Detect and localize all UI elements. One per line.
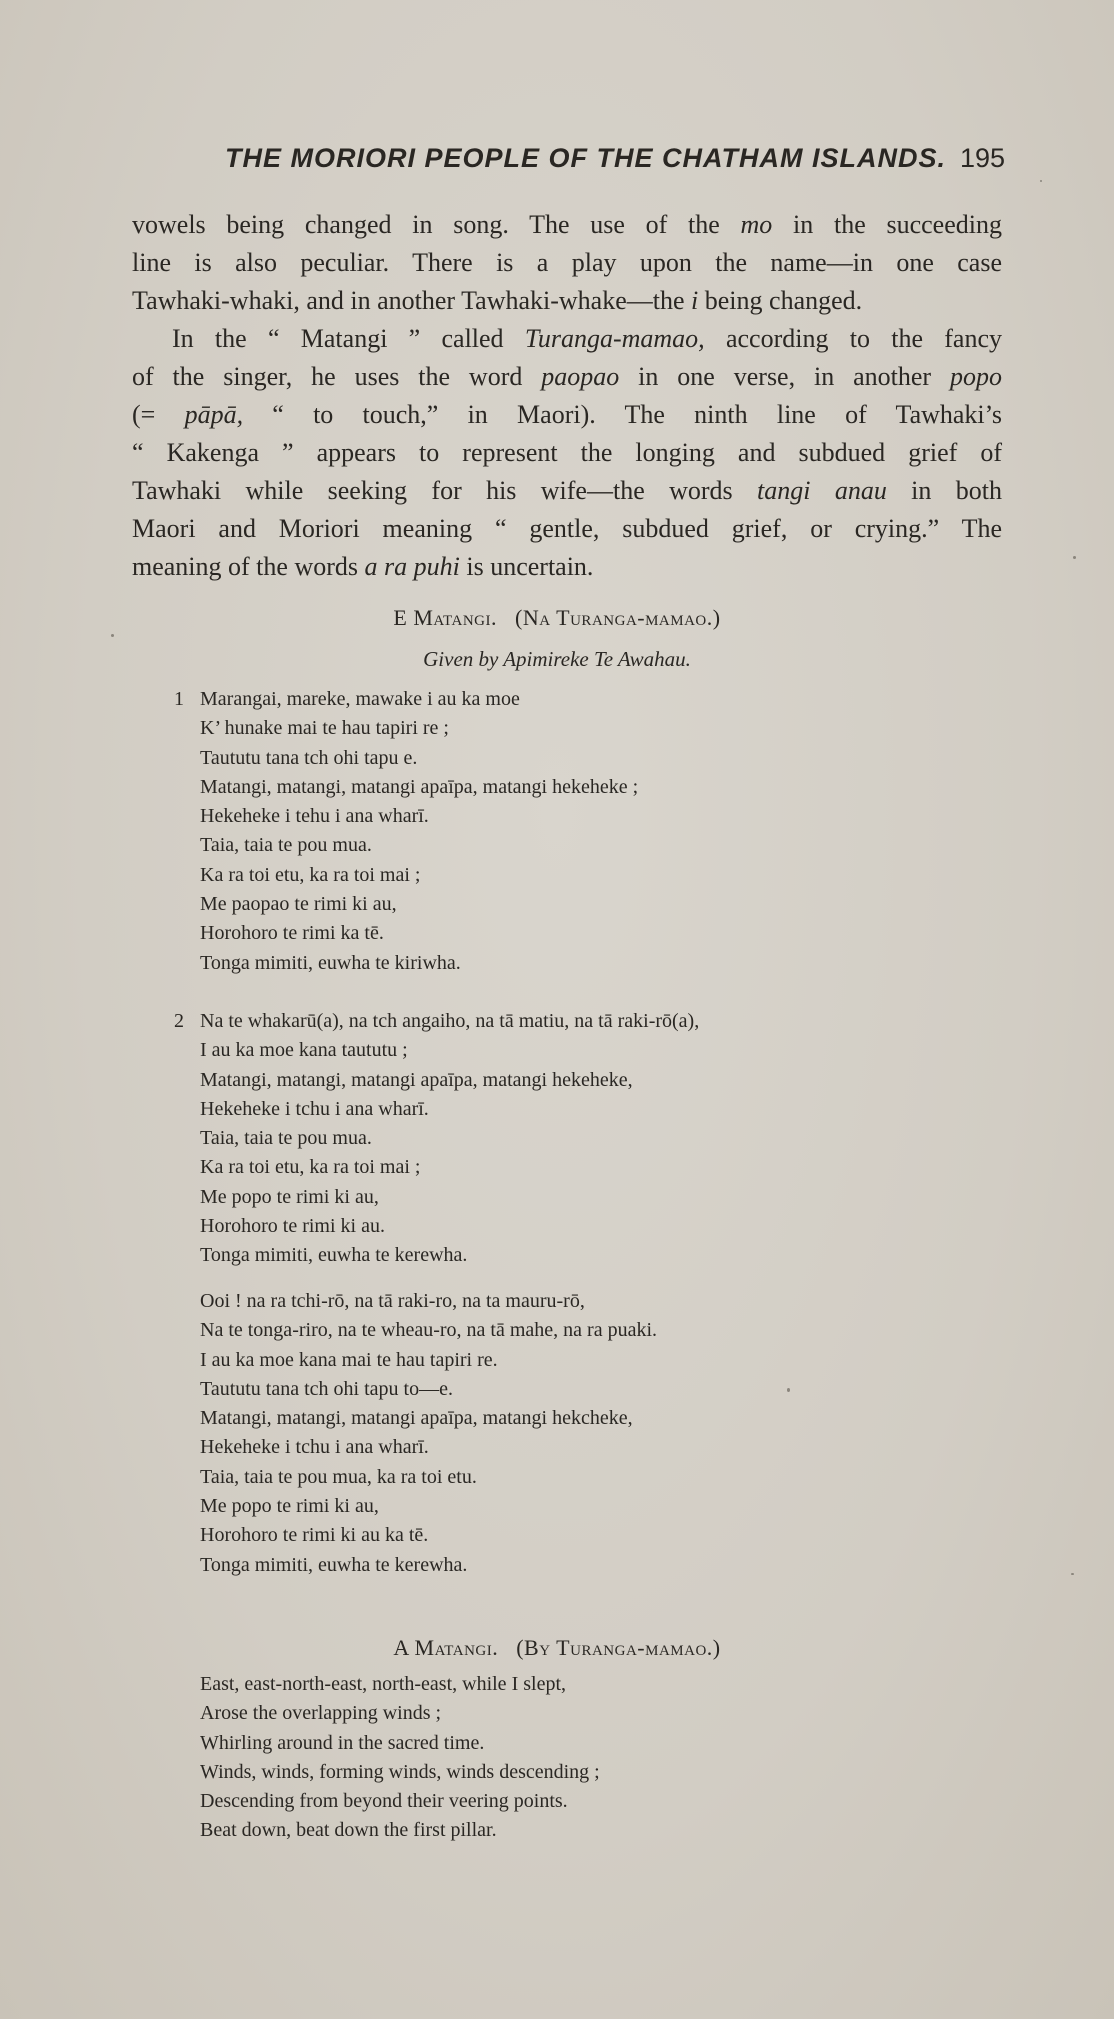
paper-speck bbox=[1073, 556, 1076, 559]
section-byline: Given by Apimireke Te Awahau. bbox=[423, 647, 691, 671]
prose-line: In the “ Matangi ” called Turanga-mamao, according to the fancy bbox=[172, 324, 1002, 353]
section-heading-english: A Matangi. (By Turanga-mamao.) bbox=[393, 1635, 721, 1660]
verse-line: Ka ra toi etu, ka ra toi mai ; bbox=[200, 1156, 421, 1179]
stanza-1 bbox=[174, 685, 1000, 978]
verse-line: Hekeheke i tehu i ana wharī. bbox=[200, 805, 429, 828]
verse-line: Tonga mimiti, euwha te kerewha. bbox=[200, 1553, 468, 1576]
verse-line: Beat down, beat down the first pillar. bbox=[200, 1819, 497, 1842]
prose-line: Tawhaki while seeking for his wife—the words tangi anau in both bbox=[132, 476, 1002, 505]
verse-line: Descending from beyond their veering points. bbox=[200, 1790, 568, 1813]
verse-line: Ka ra toi etu, ka ra toi mai ; bbox=[200, 863, 421, 886]
paper-speck bbox=[787, 1388, 790, 1392]
verse-line: Tonga mimiti, euwha te kiriwha. bbox=[200, 951, 461, 974]
verse-line: Me popo te rimi ki au, bbox=[200, 1185, 379, 1208]
verse-line: Winds, winds, forming winds, winds descending ; bbox=[200, 1760, 600, 1783]
verse-line: I au ka moe kana taututu ; bbox=[200, 1039, 408, 1062]
verse-line: Taia, taia te pou mua, ka ra toi etu. bbox=[200, 1465, 477, 1488]
prose-line: Tawhaki-whaki, and in another Tawhaki-whake—the i being changed. bbox=[132, 286, 863, 315]
verse-line: Taia, taia te pou mua. bbox=[200, 1127, 372, 1150]
paper-speck bbox=[1071, 1573, 1074, 1575]
paragraph-1 bbox=[132, 206, 1002, 320]
prose-line: of the singer, he uses the word paopao in one verse, in another popo bbox=[132, 362, 1002, 391]
stanza-3 bbox=[200, 1287, 1000, 1580]
prose-line: Maori and Moriori meaning “ gentle, subdued grief, or crying.” The bbox=[132, 514, 1002, 543]
verse-line: Taututu tana tch ohi tapu to—e. bbox=[200, 1377, 453, 1400]
prose-line: vowels being changed in song. The use of the mo in the succeeding bbox=[132, 210, 1002, 239]
verse-line: Arose the overlapping winds ; bbox=[200, 1702, 442, 1725]
verse-line: Hekeheke i tchu i ana wharī. bbox=[200, 1097, 429, 1120]
verse-line: Taututu tana tch ohi tapu e. bbox=[200, 746, 418, 769]
verse-line: K’ hunake mai te hau tapiri re ; bbox=[200, 717, 449, 740]
verse-line: Hekeheke i tchu i ana wharī. bbox=[200, 1436, 429, 1459]
running-header bbox=[225, 143, 1010, 183]
stanza-4 bbox=[200, 1670, 1000, 1846]
verse-line: 2 Na te whakarū(a), na tch angaiho, na tā matiu, na tā raki-rō(a), bbox=[200, 1007, 1000, 1036]
verse-line: Na te tonga-riro, na te wheau-ro, na tā mahe, na ra puaki. bbox=[200, 1319, 658, 1342]
paper-speck bbox=[111, 634, 114, 637]
paper-speck bbox=[1040, 180, 1042, 182]
prose-body bbox=[132, 206, 1002, 586]
verse-line: Taia, taia te pou mua. bbox=[200, 834, 372, 857]
prose-line: line is also peculiar. There is a play upon the name—in one case bbox=[132, 248, 1002, 277]
verse-line: Matangi, matangi, matangi apaīpa, matangi hekeheke ; bbox=[200, 775, 639, 798]
prose-line: (= pāpā, “ to touch,” in Maori). The ninth line of Tawhaki’s bbox=[132, 400, 1002, 429]
stanza-2 bbox=[174, 1007, 1000, 1271]
verse-line: Me popo te rimi ki au, bbox=[200, 1495, 379, 1518]
stanza-number: 2 bbox=[174, 1010, 184, 1032]
page-number: 195 bbox=[959, 143, 1005, 173]
section-heading-maori: E Matangi. (Na Turanga-mamao.) bbox=[393, 605, 721, 630]
prose-line: meaning of the words a ra puhi is uncertain. bbox=[132, 552, 594, 581]
running-title: THE MORIORI PEOPLE OF THE CHATHAM ISLANDS. bbox=[225, 143, 947, 173]
verse-line: Ooi ! na ra tchi-rō, na tā raki-ro, na ta mauru-rō, bbox=[200, 1290, 585, 1312]
verse-line: Horohoro te rimi ki au. bbox=[200, 1215, 385, 1238]
prose-line: “ Kakenga ” appears to represent the longing and subdued grief of bbox=[132, 438, 1002, 467]
paragraph-2 bbox=[132, 320, 1002, 586]
verse-line: Tonga mimiti, euwha te kerewha. bbox=[200, 1244, 468, 1267]
verse-line: Whirling around in the sacred time. bbox=[200, 1731, 485, 1754]
verse-line: Me paopao te rimi ki au, bbox=[200, 893, 397, 916]
stanza-number: 1 bbox=[174, 688, 184, 710]
verse-line: 1 Marangai, mareke, mawake i au ka moe bbox=[200, 685, 1000, 714]
verse-line: Matangi, matangi, matangi apaīpa, matangi hekcheke, bbox=[200, 1407, 633, 1430]
verse-line: I au ka moe kana mai te hau tapiri re. bbox=[200, 1348, 498, 1371]
verse-line: Horohoro te rimi ka tē. bbox=[200, 922, 384, 945]
verse-line: East, east-north-east, north-east, while I slept, bbox=[200, 1673, 566, 1695]
verse-line: Horohoro te rimi ki au ka tē. bbox=[200, 1524, 429, 1547]
verse-line: Matangi, matangi, matangi apaīpa, matangi hekeheke, bbox=[200, 1068, 633, 1091]
